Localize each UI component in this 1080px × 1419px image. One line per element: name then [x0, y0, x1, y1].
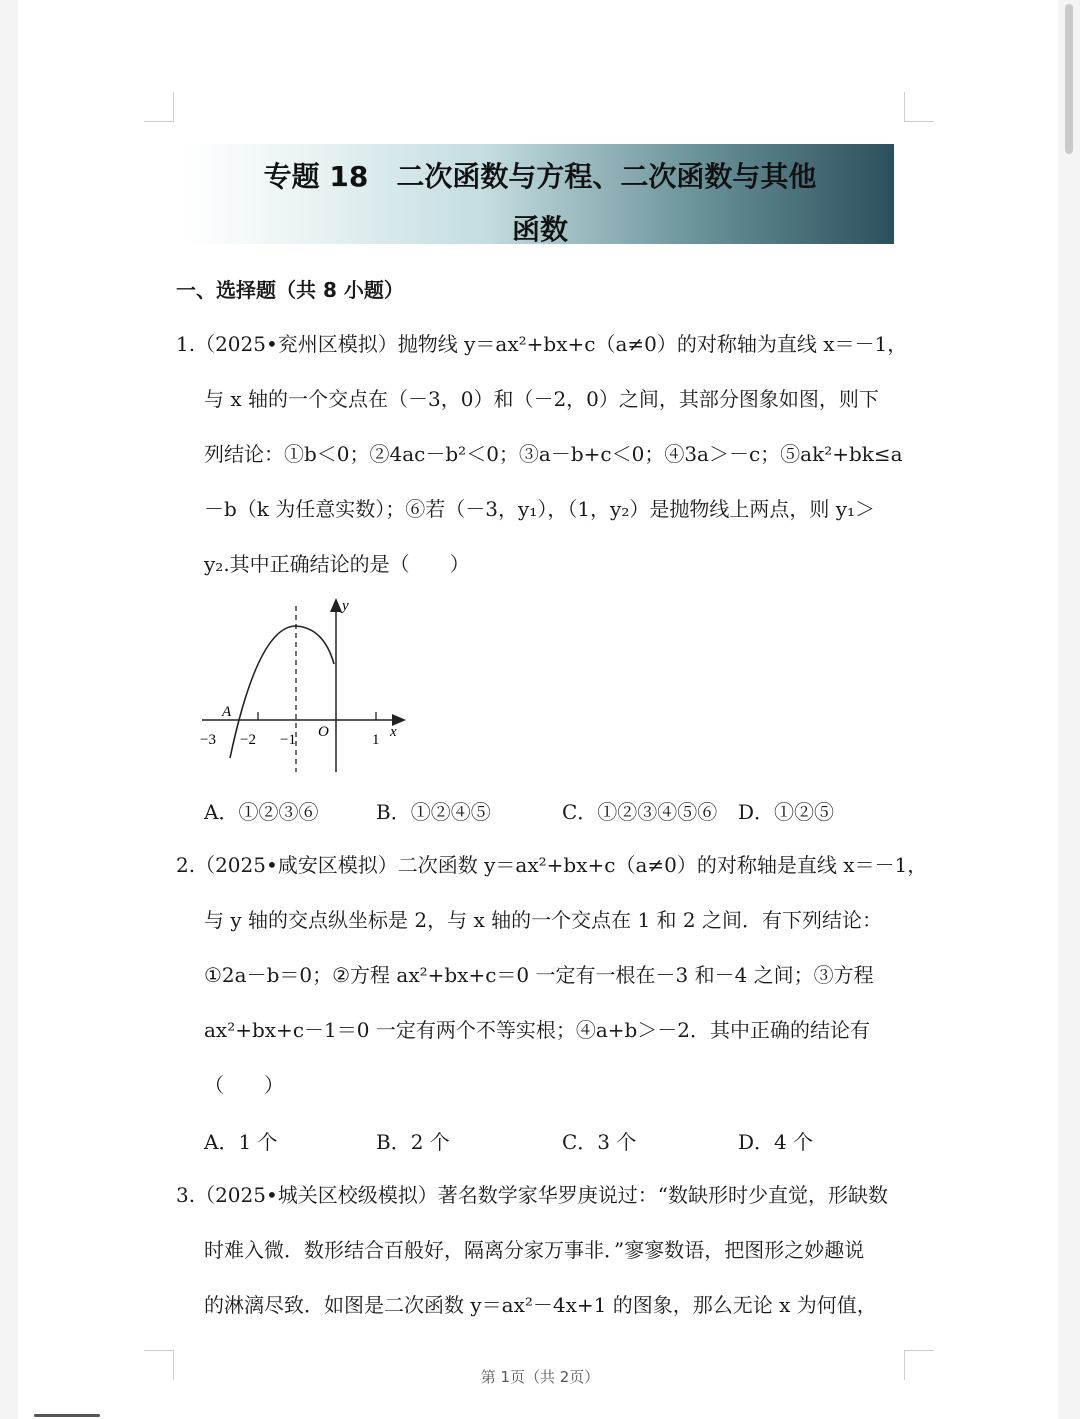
q1-parabola-graph [196, 592, 416, 778]
q2-line-5: （ ） [204, 1073, 284, 1097]
tick-label-1: 1 [372, 732, 380, 748]
point-a-label: A [222, 704, 232, 720]
q2-choice-b[interactable]: B．2 个 [376, 1130, 450, 1154]
q2-choice-d[interactable]: D．4 个 [738, 1130, 814, 1154]
q1-choice-a[interactable]: A．①②③⑥ [204, 800, 319, 824]
q1-line-1: 1.（2025•兖州区模拟）抛物线 y＝ax²+bx+c（a≠0）的对称轴为直线 x＝－1， [176, 332, 908, 356]
tick-label-neg1: −1 [280, 732, 296, 748]
y-axis-label: y [342, 598, 349, 614]
tick-label-neg2: −2 [240, 732, 256, 748]
q1-line-3: 列结论：①b＜0；②4ac－b²＜0；③a－b+c＜0；④3a＞－c；⑤ak²+bk≤a [204, 442, 903, 466]
scrollbar-thumb[interactable] [1065, 4, 1073, 154]
q1-choice-d[interactable]: D．①②⑤ [738, 800, 835, 824]
q1-choice-c[interactable]: C．①②③④⑤⑥ [562, 800, 718, 824]
crop-mark-top-left [144, 92, 174, 122]
x-axis-label: x [390, 724, 397, 740]
q2-choice-c[interactable]: C．3 个 [562, 1130, 637, 1154]
q2-line-1: 2.（2025•咸安区模拟）二次函数 y＝ax²+bx+c（a≠0）的对称轴是直线 x＝－1， [176, 853, 928, 877]
q2-line-2: 与 y 轴的交点纵坐标是 2，与 x 轴的一个交点在 1 和 2 之间．有下列结论： [204, 908, 882, 932]
scrollbar[interactable] [1062, 0, 1076, 160]
q1-line-5: y₂.其中正确结论的是（ ） [204, 552, 470, 576]
q1-line-4: －b（k 为任意实数）；⑥若（－3，y₁），（1，y₂）是抛物线上两点，则 y₁＞ [204, 497, 876, 521]
q2-choice-a[interactable]: A．1 个 [204, 1130, 278, 1154]
origin-label: O [318, 724, 329, 740]
q2-line-4: ax²+bx+c－1＝0 一定有两个不等实根；④a+b＞－2．其中正确的结论有 [204, 1018, 871, 1042]
section-heading: 一、选择题（共 8 小题） [176, 278, 404, 302]
home-indicator [34, 1414, 100, 1417]
y-axis-arrow [330, 598, 342, 612]
q1-choice-b[interactable]: B．①②④⑤ [376, 800, 491, 824]
q3-line-1: 3.（2025•城关区校级模拟）著名数学家华罗庚说过：“数缺形时少直觉，形缺数 [176, 1183, 889, 1207]
q2-line-3: ①2a－b＝0；②方程 ax²+bx+c＝0 一定有一根在－3 和－4 之间；③方程 [204, 963, 874, 987]
page-title-line-2: 函数 [511, 213, 568, 246]
page-title-line-1: 专题 18 二次函数与方程、二次函数与其他 [263, 160, 817, 193]
q3-line-3: 的淋漓尽致．如图是二次函数 y＝ax²－4x+1 的图象，那么无论 x 为何值， [204, 1293, 877, 1317]
tick-label-neg3: −3 [200, 732, 216, 748]
crop-mark-top-right [904, 92, 934, 122]
page-footer: 第 1页（共 2页） [480, 1368, 600, 1386]
q1-line-2: 与 x 轴的一个交点在（－3，0）和（－2，0）之间，其部分图象如图，则下 [204, 387, 879, 411]
q3-line-2: 时难入微．数形结合百般好，隔离分家万事非．”寥寥数语，把图形之妙趣说 [204, 1238, 865, 1262]
